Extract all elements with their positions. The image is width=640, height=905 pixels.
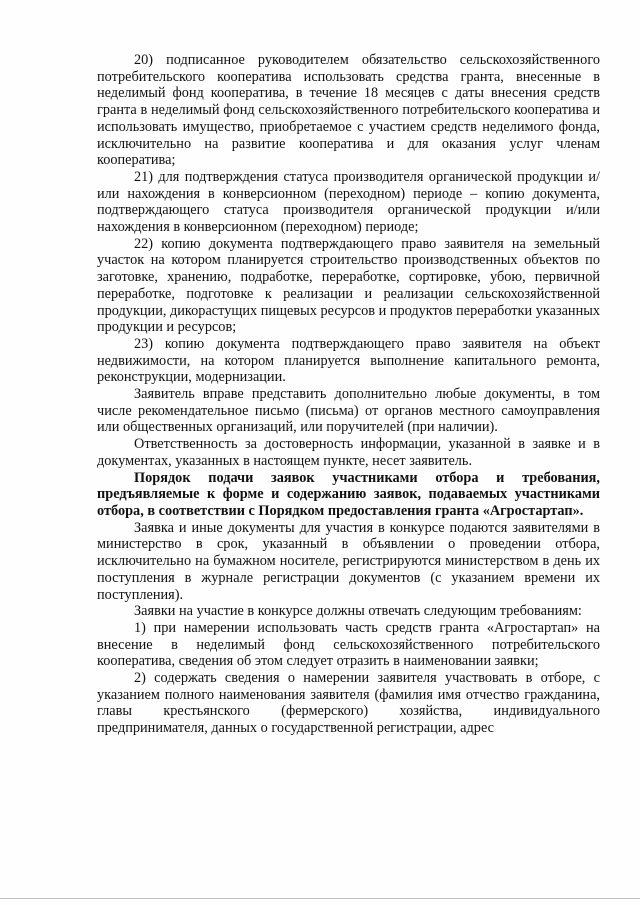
item-23-paragraph: 23) копию документа подтверждающего право заявителя на объект недвижимости, на котором планируется выполнение капитального ремонта, реконструкции, модернизации. [97,335,600,386]
additional-documents-paragraph: Заявитель вправе представить дополнительно любые документы, в том числе рекомендательное письмо (письма) от органов местного самоуправления или общественных организаций, или поручителей (при наличии). [97,386,600,436]
requirement-1-paragraph: 1) при намерении использовать часть средств гранта «Агростартап» на внесение в неделимый фонд сельскохозяйственного потребительского кооператива, сведения об этом следует отразить в наименовании заявки; [97,619,600,670]
requirements-intro-paragraph: Заявки на участие в конкурсе должны отвечать следующим требованиям: [134,603,582,620]
responsibility-paragraph: Ответственность за достоверность информации, указанной в заявке и в документах, указанных в настоящем пункте, несет заявитель. [97,436,600,469]
item-22-paragraph: 22) копию документа подтверждающего право заявителя на земельный участок на котором планируется строительство производственных объектов по заготовке, хранению, подработке, переработке, сортировке, убою, первичной переработке, подготовке к реализации и реализации сельскохозяйственной продукции, дикорастущих пищевых ресурсов и продуктов переработки указанных продукции и ресурсов; [97,235,600,336]
submission-paragraph: Заявка и иные документы для участия в конкурсе подаются заявителями в министерство в срок, указанный в объявлении о проведении отбора, исключительно на бумажном носителе, регистрируются министерством в день их поступления в журнале регистрации документов (с указанием времени их поступления). [97,519,600,603]
item-21-paragraph: 21) для подтверждения статуса производителя органической продукции и/или нахождения в конверсионном (переходном) периоде – копию документа, подтверждающего статуса производителя органической продукции и/или нахождения в конверсионном (переходном) периоде; [97,168,600,236]
requirement-2-paragraph: 2) содержать сведения о намерении заявителя участвовать в отборе, с указанием полного наименования заявителя (фамилия имя отчество гражданина, главы крестьянского (фермерского) хозяйства, индивидуального предпринимателя, данных о государственной регистрации, адрес [97,670,600,737]
section-heading: Порядок подачи заявок участниками отбора и требования, предъявляемые к форме и содержанию заявок, подаваемых участниками отбора, в соответствии с Порядком предоставления гранта «Агростартап». [97,469,600,519]
document-page [97,52,600,737]
item-20-paragraph: 20) подписанное руководителем обязательство сельскохозяйственного потребительского кооператива использовать средства гранта, внесенные в неделимый фонд кооператива, в течение 18 месяцев с даты внесения средств гранта в неделимый фонд сельскохозяйственного потребительского кооператива и использовать имущество, приобретаемое с участием средств неделимого фонда, исключительно на развитие кооператива и для оказания услуг членам кооператива; [97,52,600,169]
scan-edge-line [0,898,640,899]
